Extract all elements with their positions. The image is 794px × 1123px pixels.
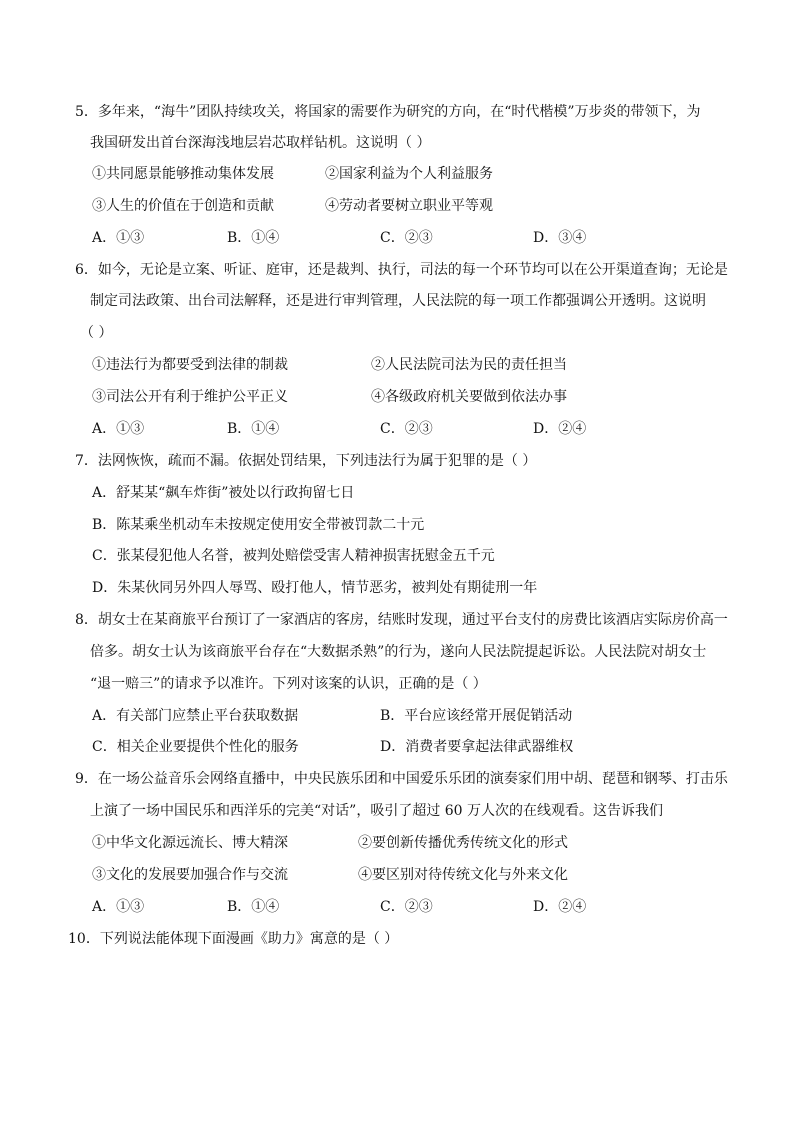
q9-option-2: ②要创新传播优秀传统文化的形式 bbox=[358, 835, 568, 851]
q7-answer-a[interactable]: A．舒某某“飙车炸街”被处以行政拘留七日 bbox=[92, 485, 355, 501]
q7-answer-d[interactable]: D．朱某伙同另外四人辱骂、殴打他人，情节恶劣，被判处有期徒刑一年 bbox=[92, 580, 538, 596]
q6-option-4: ④各级政府机关要做到依法办事 bbox=[371, 389, 567, 405]
q6-answer-b[interactable]: B．①④ bbox=[227, 421, 280, 437]
q6-option-2: ②人民法院司法为民的责任担当 bbox=[371, 357, 567, 373]
q9-answer-b[interactable]: B．①④ bbox=[227, 899, 280, 915]
q8-stem-line-3: “退一赔三”的请求予以准许。下列对该案的认识，正确的是（ ） bbox=[90, 676, 487, 692]
q5-answer-b[interactable]: B．①④ bbox=[227, 230, 280, 246]
q8-answer-d[interactable]: D．消费者要拿起法律武器维权 bbox=[380, 739, 574, 755]
q6-stem-line-1: 6．如今，无论是立案、听证、庭审，还是裁判、执行，司法的每一个环节均可以在公开渠道查询；无论是 bbox=[75, 262, 728, 278]
q8-stem-line-1: 8．胡女士在某商旅平台预订了一家酒店的客房，结账时发现，通过平台支付的房费比该酒店实际房价高一 bbox=[75, 612, 728, 628]
q6-answer-c[interactable]: C．②③ bbox=[380, 421, 433, 437]
q5-option-3: ③人生的价值在于创造和贡献 bbox=[92, 198, 274, 214]
q9-stem-line-2: 上演了一场中国民乐和西洋乐的完美“对话”，吸引了超过 60 万人次的在线观看。这告诉我们 bbox=[90, 803, 664, 819]
q9-option-3: ③文化的发展要加强合作与交流 bbox=[92, 867, 288, 883]
q6-option-1: ①违法行为都要受到法律的制裁 bbox=[92, 357, 288, 373]
q9-answer-c[interactable]: C．②③ bbox=[380, 899, 433, 915]
q8-stem-line-2: 倍多。胡女士认为该商旅平台存在“大数据杀熟”的行为，遂向人民法院提起诉讼。人民法院对胡女士 bbox=[90, 644, 707, 660]
q8-answer-c[interactable]: C．相关企业要提供个性化的服务 bbox=[92, 739, 299, 755]
q9-stem-line-1: 9．在一场公益音乐会网络直播中，中央民族乐团和中国爱乐乐团的演奏家们用中胡、琵琶和钢琴、打击乐 bbox=[75, 771, 728, 787]
q5-option-4: ④劳动者要树立职业平等观 bbox=[325, 198, 493, 214]
q6-stem-line-2: 制定司法政策、出台司法解释，还是进行审判管理，人民法院的每一项工作都强调公开透明。这说明 bbox=[90, 293, 706, 309]
q8-answer-a[interactable]: A．有关部门应禁止平台获取数据 bbox=[92, 708, 299, 724]
q5-answer-c[interactable]: C．②③ bbox=[380, 230, 433, 246]
q6-answer-d[interactable]: D．②④ bbox=[533, 421, 587, 437]
q9-option-1: ①中华文化源远流长、博大精深 bbox=[92, 835, 288, 851]
q10-stem-line-1: 10．下列说法能体现下面漫画《助力》寓意的是（ ） bbox=[68, 931, 399, 947]
q7-stem-line-1: 7．法网恢恢，疏而不漏。依据处罚结果，下列违法行为属于犯罪的是（ ） bbox=[75, 453, 537, 469]
q6-answer-a[interactable]: A．①③ bbox=[92, 421, 145, 437]
q7-answer-c[interactable]: C．张某侵犯他人名誉，被判处赔偿受害人精神损害抚慰金五千元 bbox=[92, 548, 495, 564]
q6-option-3: ③司法公开有利于维护公平正义 bbox=[92, 389, 288, 405]
q8-answer-b[interactable]: B．平台应该经常开展促销活动 bbox=[380, 708, 573, 724]
q5-stem-line-1: 5．多年来，“海牛”团队持续攻关，将国家的需要作为研究的方向，在“时代楷模”万步炎的带领下，为 bbox=[75, 104, 701, 120]
q9-answer-a[interactable]: A．①③ bbox=[92, 899, 145, 915]
q5-option-2: ②国家利益为个人利益服务 bbox=[325, 166, 493, 182]
q5-option-1: ①共同愿景能够推动集体发展 bbox=[92, 166, 274, 182]
q9-option-4: ④要区别对待传统文化与外来文化 bbox=[358, 867, 568, 883]
q5-stem-line-2: 我国研发出首台深海浅地层岩芯取样钻机。这说明（ ） bbox=[90, 135, 431, 151]
q7-answer-b[interactable]: B．陈某乘坐机动车未按规定使用安全带被罚款二十元 bbox=[92, 517, 425, 533]
q9-answer-d[interactable]: D．②④ bbox=[533, 899, 587, 915]
q6-stem-line-3: （ ） bbox=[80, 325, 113, 341]
q5-answer-a[interactable]: A．①③ bbox=[92, 230, 145, 246]
q5-answer-d[interactable]: D．③④ bbox=[533, 230, 587, 246]
